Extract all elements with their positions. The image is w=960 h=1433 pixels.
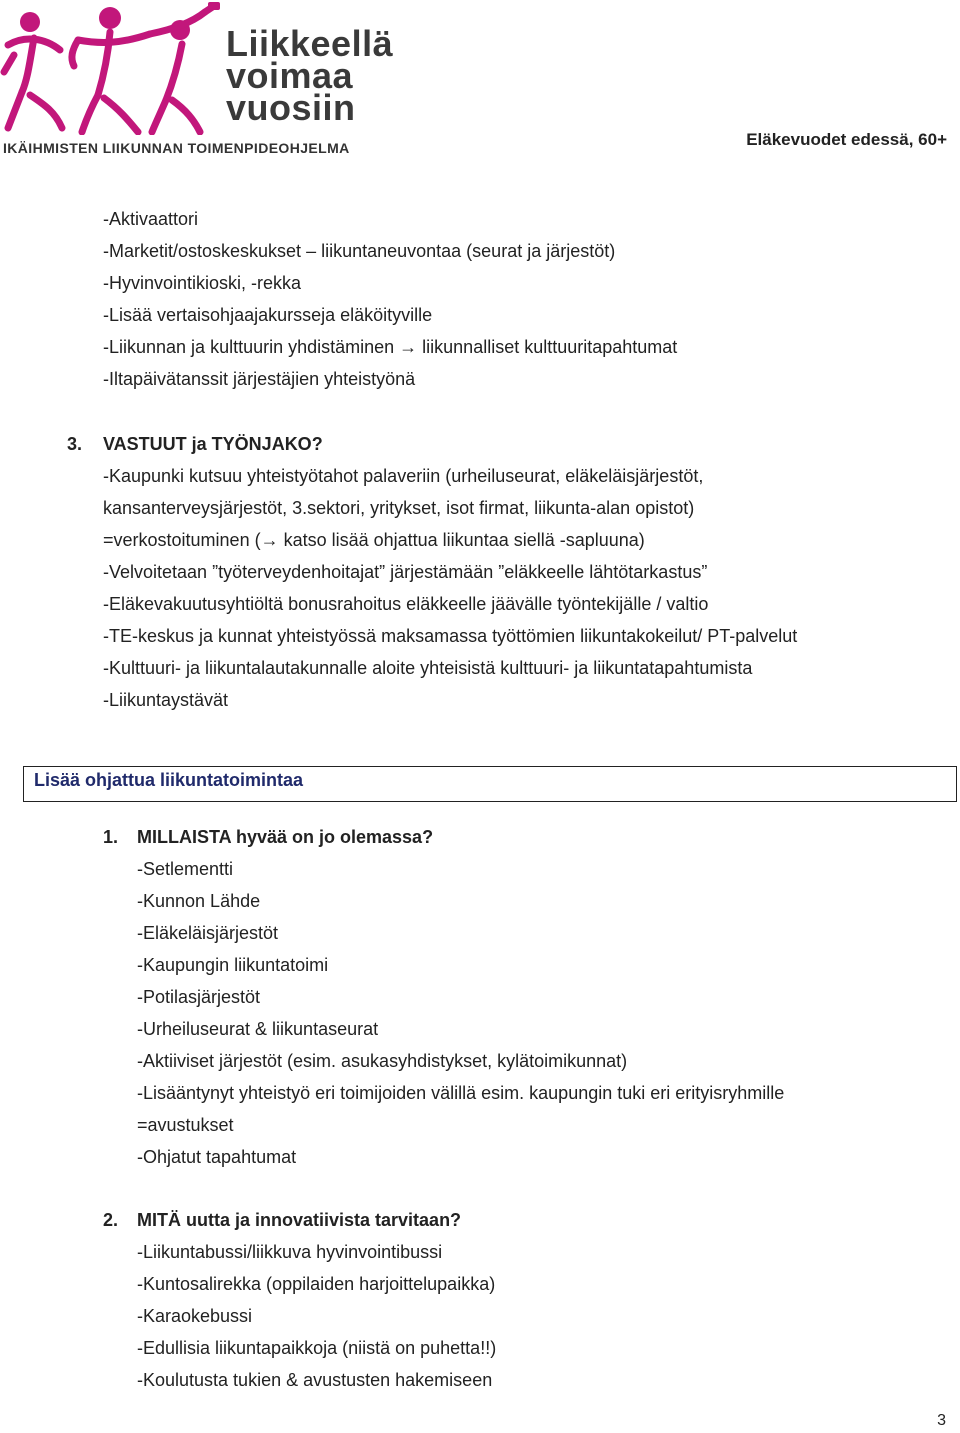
list-item: -Kulttuuri- ja liikuntalautakunnalle aloite yhteisistä kulttuuri- ja liikuntatapahtumista (103, 658, 753, 678)
boxed-section-heading (23, 766, 957, 802)
list-item: -Aktiiviset järjestöt (esim. asukasyhdistykset, kylätoimikunnat) (137, 1051, 628, 1071)
list-item: -Kaupungin liikuntatoimi (137, 955, 329, 975)
q1-list (137, 853, 784, 1173)
q2-title: MITÄ uutta ja innovatiivista tarvitaan? (137, 1210, 462, 1230)
list-item: -Kunnon Lähde (137, 891, 261, 911)
q2-number: 2. (103, 1210, 119, 1230)
header-title: Eläkevuodet edessä, 60+ (746, 130, 947, 149)
list-item: -Urheiluseurat & liikuntaseurat (137, 1019, 379, 1039)
list-item: -Velvoitetaan ”työterveydenhoitajat” järjestämään ”eläkkeelle lähtötarkastus” (103, 562, 708, 582)
intro-list (103, 203, 677, 395)
list-item: -Hyvinvointikioski, -rekka (103, 273, 302, 293)
list-item: =verkostoituminen (→ katso lisää ohjattua liikuntaa siellä -sapluuna) (103, 530, 645, 550)
logo-tagline: IKÄIHMISTEN LIIKUNNAN TOIMENPIDEOHJELMA (3, 140, 350, 156)
list-item: -Kuntosalirekka (oppilaiden harjoittelupaikka) (137, 1274, 496, 1294)
list-item: -Edullisia liikuntapaikkoja (niistä on puhetta!!) (137, 1338, 497, 1358)
list-item: -Karaokebussi (137, 1306, 253, 1326)
list-item: -Liikuntaystävät (103, 690, 229, 710)
list-item: -Lisää vertaisohjaajakursseja eläköityville (103, 305, 433, 325)
list-item: -Kaupunki kutsuu yhteistyötahot palaveriin (urheiluseurat, eläkeläisjärjestöt, (103, 466, 704, 486)
boxed-heading-text: Lisää ohjattua liikuntatoimintaa (34, 770, 304, 790)
section3-title: VASTUUT ja TYÖNJAKO? (103, 434, 323, 454)
list-item: -Setlementti (137, 859, 234, 879)
q1-number: 1. (103, 827, 119, 847)
list-item: -TE-keskus ja kunnat yhteistyössä maksamassa työttömien liikuntakokeilut/ PT-palvelut (103, 626, 798, 646)
section3-list (103, 460, 797, 716)
list-item: -Lisääntynyt yhteistyö eri toimijoiden välillä esim. kaupungin tuki eri erityisryhmille (137, 1083, 785, 1103)
list-item: -Potilasjärjestöt (137, 987, 261, 1007)
logo (0, 0, 394, 165)
list-item: -Liikunnan ja kulttuurin yhdistäminen → liikunnalliset kulttuuritapahtumat (103, 337, 678, 357)
list-item: kansanterveysjärjestöt, 3.sektori, yritykset, isot firmat, liikunta-alan opistot) (103, 498, 695, 518)
section3-number: 3. (67, 434, 83, 454)
q2-list (137, 1236, 496, 1396)
list-item: -Koulutusta tukien & avustusten hakemiseen (137, 1370, 493, 1390)
list-item: -Eläkevakuutusyhtiöltä bonusrahoitus eläkkeelle jäävälle työntekijälle / valtio (103, 594, 709, 614)
q1-title: MILLAISTA hyvää on jo olemassa? (137, 827, 434, 847)
list-item: -Eläkeläisjärjestöt (137, 923, 279, 943)
list-item: -Liikuntabussi/liikkuva hyvinvointibussi (137, 1242, 443, 1262)
list-item: -Iltapäivätanssit järjestäjien yhteistyönä (103, 369, 416, 389)
logo-figures-icon (0, 0, 226, 135)
list-item: -Ohjatut tapahtumat (137, 1147, 297, 1167)
list-item: =avustukset (137, 1115, 234, 1135)
logo-title-line-1: Liikkeellä (226, 23, 394, 64)
list-item: -Marketit/ostoskeskukset – liikuntaneuvontaa (seurat ja järjestöt) (103, 241, 616, 261)
page-number: 3 (937, 1412, 946, 1429)
logo-title-line-3: vuosiin (226, 87, 356, 128)
list-item: -Aktivaattori (103, 209, 199, 229)
logo-title-line-2: voimaa (226, 55, 354, 96)
